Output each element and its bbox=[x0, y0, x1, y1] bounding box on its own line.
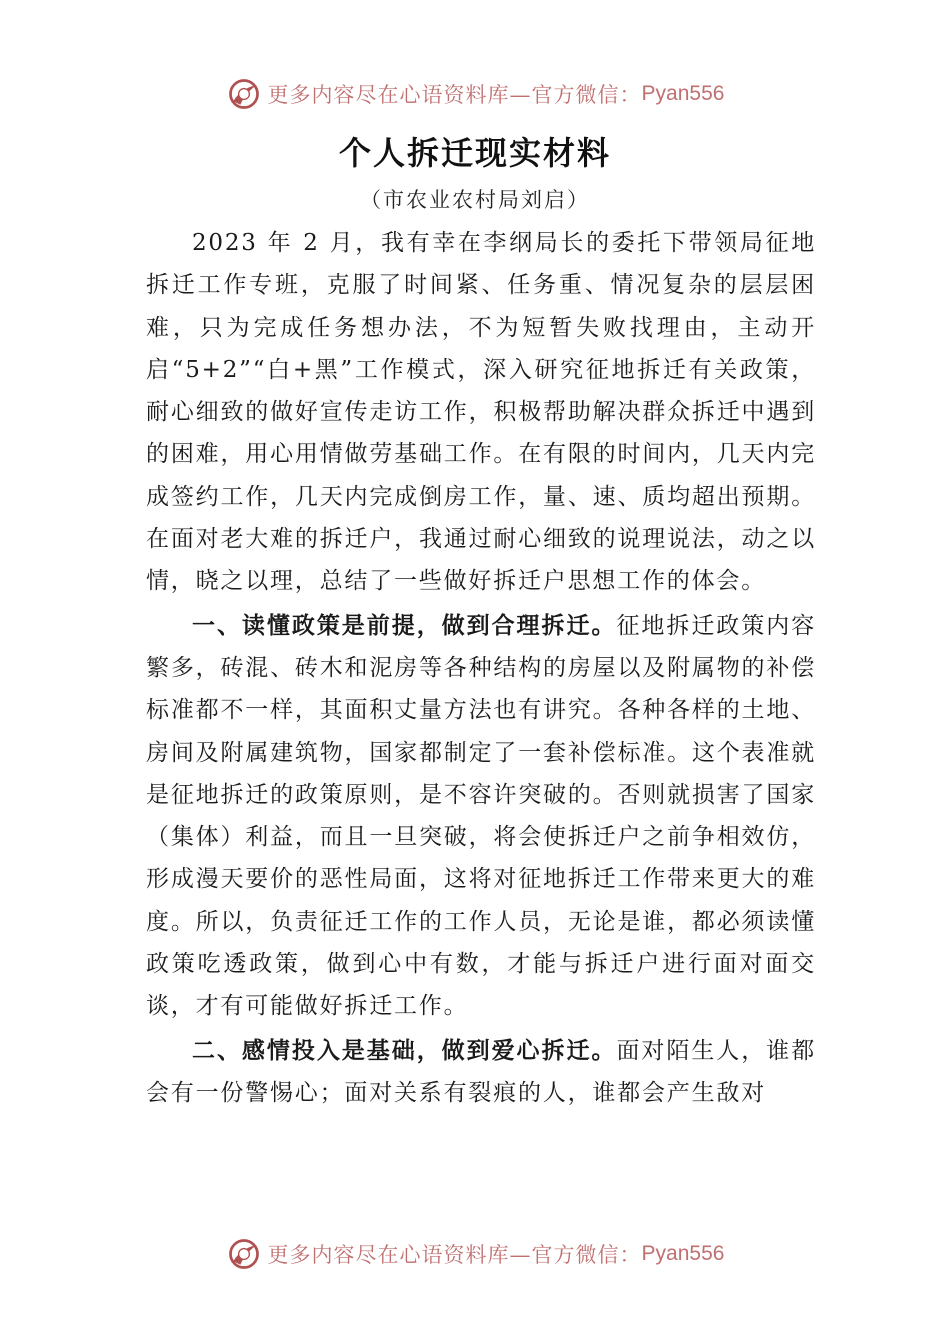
watermark-text: 更多内容尽在心语资料库—官方微信： bbox=[267, 83, 642, 107]
paragraph-text: 征地拆迁政策内容繁多，砖混、砖木和泥房等各种结构的房屋以及附属物的补偿标准都不一样，其面积丈量方法也有讲究。各种各样的土地、房间及附属建筑物，国家都制定了一套补偿标准。这个表准就是征地拆迁的政策原则，是不容许突破的。否则就损害了国家（集体）利益，而且一旦突破，将会使拆迁户之前争相效仿，形成漫天要价的恶性局面，这将对征地拆迁工作带来更大的难度。所以，负责征迁工作的工作人员，无论是谁，都必须读懂政策吃透政策，做到心中有数，才能与拆迁户进行面对面交谈，才有可能做好拆迁工作。 bbox=[146, 612, 816, 1020]
watermark-id: Pyan556 bbox=[641, 82, 725, 105]
document-subtitle: （市农业农村局刘启） bbox=[360, 188, 590, 212]
section-heading: 二、感情投入是基础，做到爱心拆迁。 bbox=[192, 1037, 617, 1064]
paragraph-section-1 bbox=[146, 605, 816, 1028]
watermark-footer bbox=[0, 1232, 950, 1276]
watermark-logo-icon bbox=[226, 1236, 262, 1272]
watermark-logo-icon bbox=[226, 76, 262, 112]
section-heading: 一、读懂政策是前提，做到合理拆迁。 bbox=[192, 612, 617, 639]
watermark-id: Pyan556 bbox=[641, 1242, 725, 1265]
document-body bbox=[146, 222, 816, 1114]
watermark-text: 更多内容尽在心语资料库—官方微信： bbox=[267, 1243, 642, 1267]
watermark-header bbox=[0, 72, 950, 116]
paragraph-text: 面对陌生人，谁都会有一份警惕心；面对关系有裂痕的人，谁都会产生敌对 bbox=[146, 1037, 816, 1106]
paragraph-section-2 bbox=[146, 1030, 816, 1115]
document-title: 个人拆迁现实材料 bbox=[338, 134, 611, 172]
paragraph-intro bbox=[146, 222, 816, 603]
paragraph-text: 2023 年 2 月，我有幸在李纲局长的委托下带领局征地拆迁工作专班，克服了时间紧、任务重、情况复杂的层层困难，只为完成任务想办法，不为短暂失败找理由，主动开启“5+2”“白+黑”工作模式，深入研究征地拆迁有关政策，耐心细致的做好宣传走访工作，积极帮助解决群众拆迁中遇到的困难，用心用情做劳基础工作。在有限的时间内，几天内完成签约工作，几天内完成倒房工作，量、速、质均超出预期。 在面对老大难的拆迁户，我通过耐心细致的说理说法，动之以情，晓之以理，总结了一些做好拆迁户思想工作的体会。 bbox=[146, 230, 816, 595]
